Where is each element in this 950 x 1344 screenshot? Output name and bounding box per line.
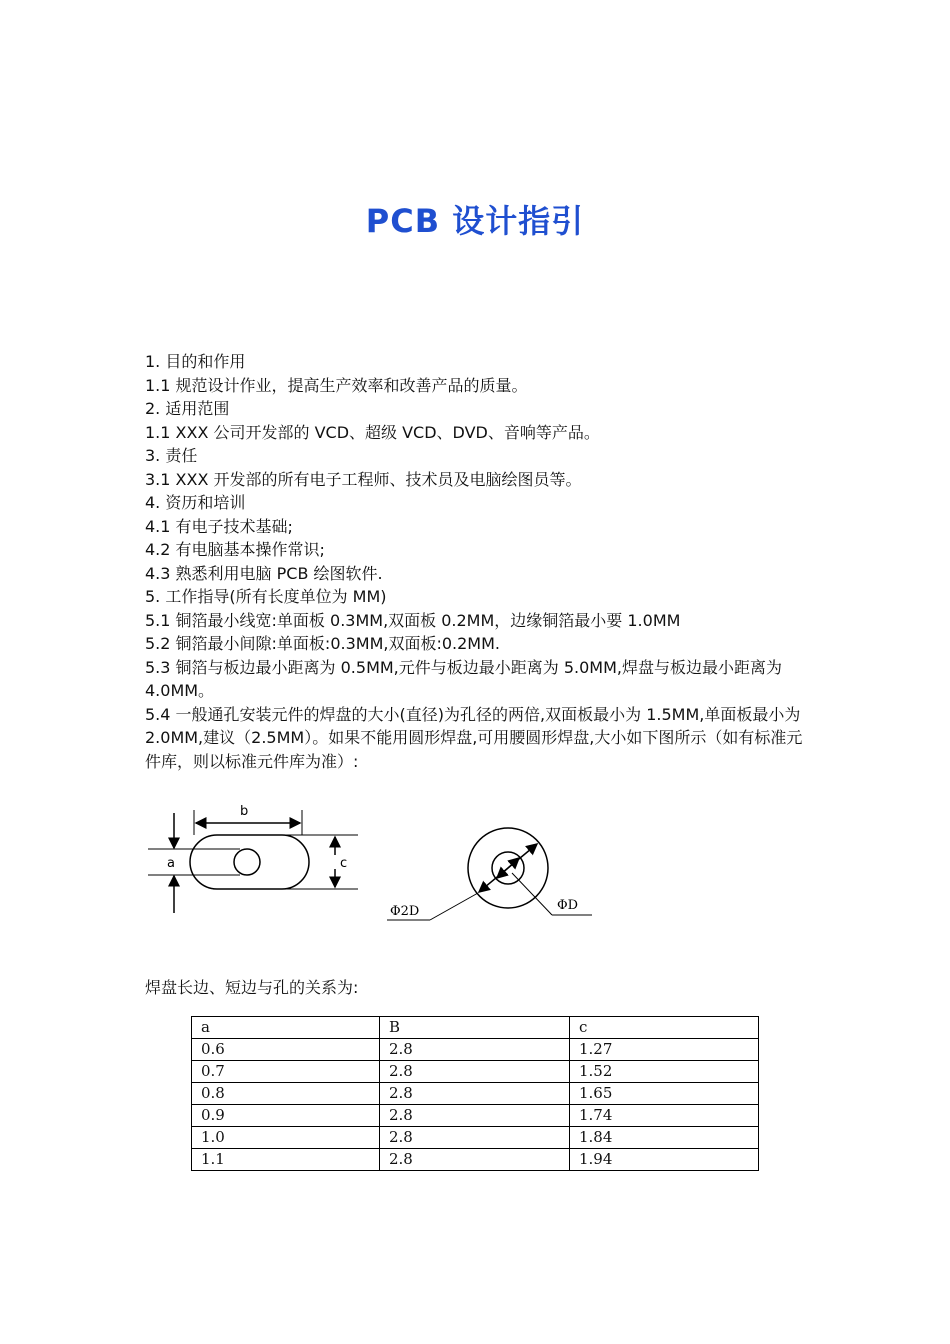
- table-row: [192, 1061, 759, 1083]
- table-cell: 2.8: [380, 1061, 570, 1083]
- paragraph: 1.1 规范设计作业，提高生产效率和改善产品的质量。: [145, 375, 528, 395]
- table-cell: 1.0: [192, 1127, 380, 1149]
- table-row: [192, 1105, 759, 1127]
- table-row: [192, 1149, 759, 1171]
- table-cell: 1.94: [570, 1149, 759, 1171]
- table-cell: 2.8: [380, 1083, 570, 1105]
- heading-purpose: 1. 目的和作用: [145, 352, 246, 371]
- table-row: [192, 1127, 759, 1149]
- label-b: b: [240, 804, 249, 819]
- table-header-cell: c: [570, 1017, 759, 1039]
- document-title: PCB 设计指引: [365, 202, 585, 240]
- table-cell: 0.8: [192, 1083, 380, 1105]
- paragraph: 1.1 XXX 公司开发部的 VCD、超级 VCD、DVD、音响等产品。: [145, 422, 600, 442]
- table-cell: 1.1: [192, 1149, 380, 1171]
- table-caption: 焊盘长边、短边与孔的关系为:: [145, 978, 359, 997]
- table-header-row: [192, 1017, 759, 1039]
- paragraph: 5.3 铜箔与板边最小距离为 0.5MM,元件与板边最小距离为 5.0MM,焊盘与板边最小距离为 4.0MM。: [145, 657, 782, 700]
- paragraph: 5.2 铜箔最小间隙:单面板:0.3MM,双面板:0.2MM.: [145, 634, 500, 653]
- heading-responsibility: 3. 责任: [145, 446, 198, 465]
- table-cell: 1.74: [570, 1105, 759, 1127]
- label-a: a: [167, 856, 175, 871]
- paragraph: 3.1 XXX 开发部的所有电子工程师、技术员及电脑绘图员等。: [145, 469, 582, 489]
- paragraph: 5.1 铜箔最小线宽:单面板 0.3MM,双面板 0.2MM，边缘铜箔最小要 1.0MM: [145, 610, 681, 630]
- table-row: [192, 1039, 759, 1061]
- paragraph: 4.3 熟悉利用电脑 PCB 绘图软件.: [145, 563, 383, 583]
- table-row: [192, 1083, 759, 1105]
- table-cell: 1.84: [570, 1127, 759, 1149]
- label-phi-2d: Φ2D: [390, 904, 420, 919]
- table-cell: 1.52: [570, 1061, 759, 1083]
- table-cell: 1.27: [570, 1039, 759, 1061]
- table-header-cell: B: [380, 1017, 570, 1039]
- label-c: c: [340, 856, 348, 871]
- heading-scope: 2. 适用范围: [145, 399, 230, 418]
- table-header-cell: a: [192, 1017, 380, 1039]
- table-cell: 1.65: [570, 1083, 759, 1105]
- paragraph: 4.1 有电子技术基础;: [145, 516, 293, 536]
- table-cell: 2.8: [380, 1149, 570, 1171]
- oblong-pad-figure: [148, 810, 358, 913]
- paragraph: 5.4 一般通孔安装元件的焊盘的大小(直径)为孔径的两倍,双面板最小为 1.5MM,单面板最小为 2.0MM,建议（2.5MM）。如果不能用圆形焊盘,可用腰圆形焊盘,大小如下图所示（如有标准元件库，则以标准元件库为准）:: [145, 704, 803, 771]
- table-cell: 2.8: [380, 1039, 570, 1061]
- table-cell: 0.9: [192, 1105, 380, 1127]
- heading-qualification: 4. 资历和培训: [145, 493, 246, 512]
- heading-work-guide: 5. 工作指导(所有长度单位为 MM): [145, 587, 387, 606]
- document-body: [145, 350, 815, 773]
- table-cell: 0.7: [192, 1061, 380, 1083]
- pad-dimension-diagram: [140, 795, 610, 935]
- table-cell: 2.8: [380, 1127, 570, 1149]
- pad-dimension-table: [191, 1016, 759, 1171]
- label-phi-d: ΦD: [557, 898, 579, 913]
- table-cell: 0.6: [192, 1039, 380, 1061]
- table-cell: 2.8: [380, 1105, 570, 1127]
- paragraph: 4.2 有电脑基本操作常识;: [145, 540, 325, 559]
